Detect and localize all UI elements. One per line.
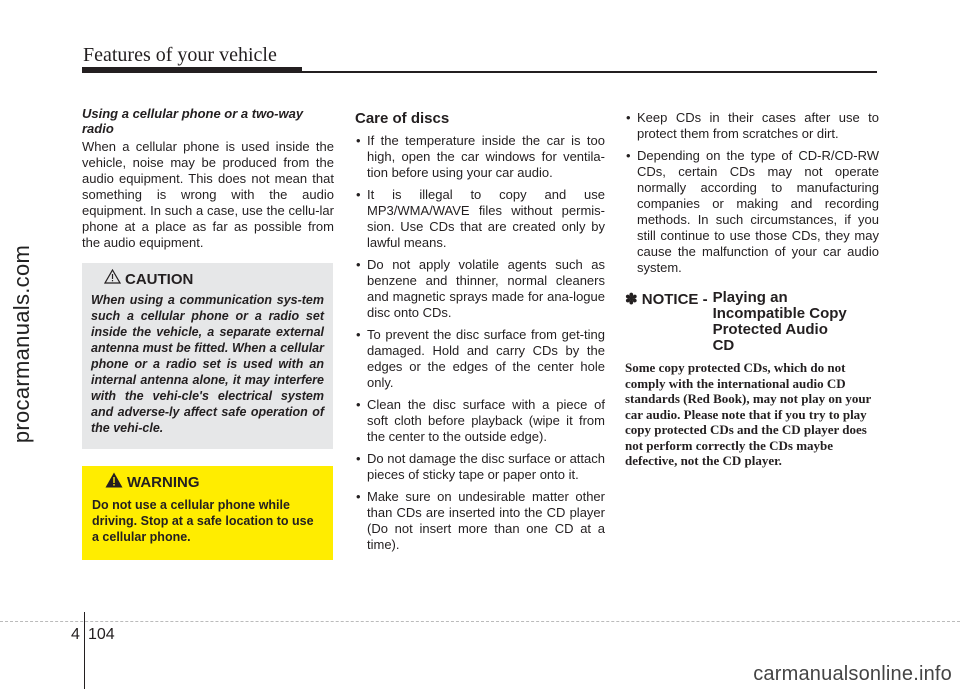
notice-label: ✽ NOTICE -	[625, 291, 708, 308]
notice-title: Playing an Incompatible Copy Protected Audio CD	[712, 289, 847, 354]
caution-label: CAUTION	[125, 270, 194, 288]
list-item: • Make sure on undesirable matter other than CDs are inserted into the CD player (Do not insert more than one CD at a time).	[355, 489, 605, 553]
notice-block	[625, 290, 879, 469]
bottom-watermark: carmanualsonline.info	[753, 663, 952, 685]
column-left	[82, 106, 334, 251]
column-middle	[355, 110, 605, 559]
care-of-discs-list-continued	[625, 110, 879, 276]
caution-heading	[104, 269, 324, 289]
warning-text: Do not use a cellular phone while driving. Stop at a safe location to use a cellular phone.	[92, 498, 314, 544]
chapter-number: 4	[71, 626, 80, 643]
list-item: • Clean the disc surface with a piece of soft cloth before playback (wipe it from the center to the outside edge).	[355, 397, 605, 445]
caution-triangle-icon	[104, 269, 125, 289]
list-item: • It is illegal to copy and use MP3/WMA/WAVE files without permis-sion. Use CDs that are created only by lawful means.	[355, 187, 605, 251]
caution-box	[82, 263, 333, 449]
footer-rule	[0, 621, 960, 622]
side-watermark: procarmanuals.com	[9, 244, 34, 444]
warning-label: WARNING	[127, 474, 200, 491]
page-number: 104	[88, 626, 115, 643]
warning-heading	[105, 472, 323, 493]
column-right	[625, 110, 879, 469]
cellular-subheading: Using a cellular phone or a two-way radio	[82, 106, 304, 136]
list-item: • Do not apply volatile agents such as benzene and thinner, normal cleaners and magnetic sprays made for ana-logue disc onto CDs.	[355, 257, 605, 321]
notice-text: Some copy protected CDs, which do not comply with the international audio CD standards (Red Book), may not play on your car audio. Please note that if you try to play copy protected CDs and the CD player does not perform correctly the CDs maybe defective, not the CD player.	[625, 360, 872, 468]
list-item: • Do not damage the disc surface or attach pieces of sticky tape or paper onto it.	[355, 451, 605, 483]
care-of-discs-list	[355, 133, 605, 553]
caution-text: When using a communication sys-tem such a cellular phone or a radio set inside the vehicle, a separate external antenna must be fitted. When a cellular phone or a radio set is used with an internal antenna alone, it may interfere with the vehi-cle's electrical system and adverse-ly affect safe operation of the vehi-cle.	[91, 293, 324, 435]
warning-triangle-icon	[105, 472, 127, 493]
cellular-body: When a cellular phone is used inside the vehicle, noise may be produced from the audio equipment. This does not mean that something is wrong with the audio equipment. In such a case, use the cellu-lar phone at a place as far as possible from the audio equipment.	[82, 139, 334, 250]
notice-heading	[625, 290, 879, 354]
list-item: • If the temperature inside the car is too high, open the car windows for ventila-tion before using your car audio.	[355, 133, 605, 181]
header-rule	[302, 71, 877, 73]
list-item: • Depending on the type of CD-R/CD-RW CDs, certain CDs may not operate normally according to manufacturing companies or making and recording methods. In such circumstances, if you still continue to use those CDs, they may cause the malfunction of your car audio system.	[625, 148, 879, 276]
page-header-title: Features of your vehicle	[83, 44, 277, 66]
warning-box	[82, 466, 333, 560]
list-item: • To prevent the disc surface from get-ting damaged. Hold and carry CDs by the edges or the edges of the center hole only.	[355, 327, 605, 391]
care-of-discs-title: Care of discs	[355, 110, 450, 127]
list-item: • Keep CDs in their cases after use to protect them from scratches or dirt.	[625, 110, 879, 142]
footer-divider	[84, 612, 85, 689]
header-bar	[82, 67, 302, 73]
